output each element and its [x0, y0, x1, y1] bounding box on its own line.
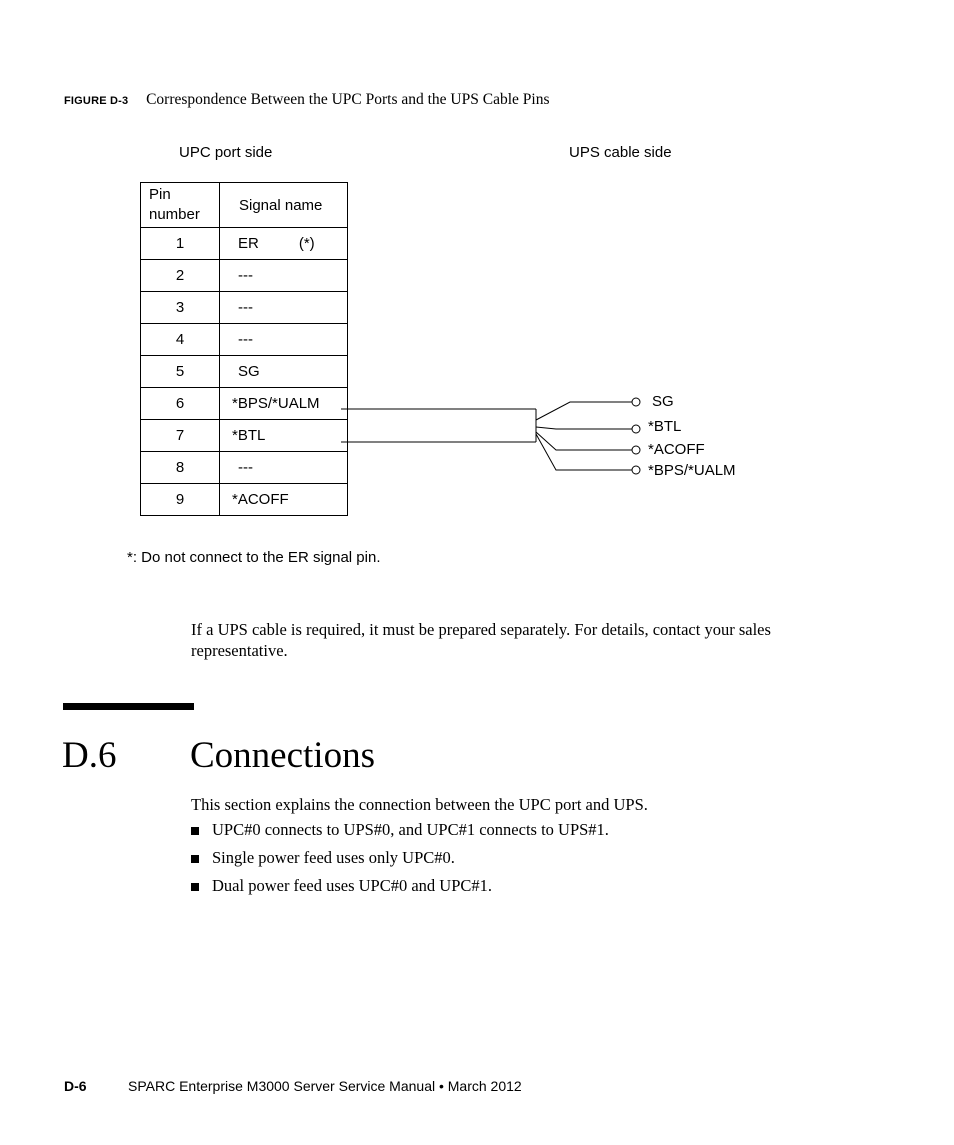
figure-footnote: *: Do not connect to the ER signal pin.	[127, 549, 381, 566]
section-rule	[63, 703, 194, 710]
signal-name-cell: SG	[220, 356, 348, 388]
ups-cable-side-label: UPS cable side	[569, 144, 672, 161]
cable-pin-acoff-label: *ACOFF	[648, 441, 705, 458]
bullet-square-icon	[191, 883, 199, 891]
pin-number-cell: 5	[141, 356, 220, 388]
terminal-sg	[632, 398, 640, 406]
terminal-bps-ualm	[632, 466, 640, 474]
list-item: UPC#0 connects to UPS#0, and UPC#1 connects to UPS#1.	[191, 820, 609, 848]
wire-acoff	[536, 432, 632, 450]
figure-label: FIGURE D-3	[64, 95, 129, 107]
bullet-square-icon	[191, 855, 199, 863]
pin-number-cell: 2	[141, 260, 220, 292]
pin-number-cell: 7	[141, 420, 220, 452]
pin-number-cell: 1	[141, 228, 220, 260]
upc-port-side-label: UPC port side	[179, 144, 273, 161]
pin-number-header: Pin number	[141, 183, 220, 228]
signal-name-cell: *BTL	[220, 420, 348, 452]
figure-title: Correspondence Between the UPC Ports and the UPS Cable Pins	[146, 91, 550, 108]
er-note-mark: (*)	[298, 235, 315, 252]
pin-number-cell: 8	[141, 452, 220, 484]
ups-cable-paragraph: If a UPS cable is required, it must be prepared separately. For details, contact your sales representative.	[191, 620, 771, 660]
wire-btl	[536, 427, 632, 429]
footer-title: SPARC Enterprise M3000 Server Service Manual • March 2012	[128, 1078, 522, 1094]
terminal-btl	[632, 425, 640, 433]
signal-name-cell: ---	[220, 452, 348, 484]
pin-number-cell: 6	[141, 388, 220, 420]
cable-pin-sg-label: SG	[652, 393, 674, 410]
section-number: D.6	[62, 735, 117, 776]
signal-name-cell: ---	[220, 292, 348, 324]
signal-name-cell: ---	[220, 324, 348, 356]
pin-number-cell: 3	[141, 292, 220, 324]
signal-name-cell: ER (*)	[220, 228, 348, 260]
section-title: Connections	[190, 735, 375, 776]
bullet-square-icon	[191, 827, 199, 835]
pin-number-cell: 4	[141, 324, 220, 356]
signal-name-cell: ---	[220, 260, 348, 292]
pin-number-cell: 9	[141, 484, 220, 516]
cable-pin-btl-label: *BTL	[648, 418, 682, 435]
list-item: Dual power feed uses UPC#0 and UPC#1.	[191, 876, 609, 904]
cable-pin-bps-ualm-label: *BPS/*UALM	[648, 462, 736, 479]
wire-sg	[536, 402, 632, 420]
signal-name-header: Signal name	[220, 183, 348, 228]
footer-page-number: D-6	[64, 1078, 87, 1094]
section-intro: This section explains the connection between the UPC port and UPS.	[191, 795, 648, 814]
signal-name-cell: *ACOFF	[220, 484, 348, 516]
connection-bullet-list	[191, 820, 609, 904]
wire-bps-ualm	[536, 434, 632, 470]
list-item: Single power feed uses only UPC#0.	[191, 848, 609, 876]
signal-name-cell: *BPS/*UALM	[220, 388, 348, 420]
terminal-acoff	[632, 446, 640, 454]
